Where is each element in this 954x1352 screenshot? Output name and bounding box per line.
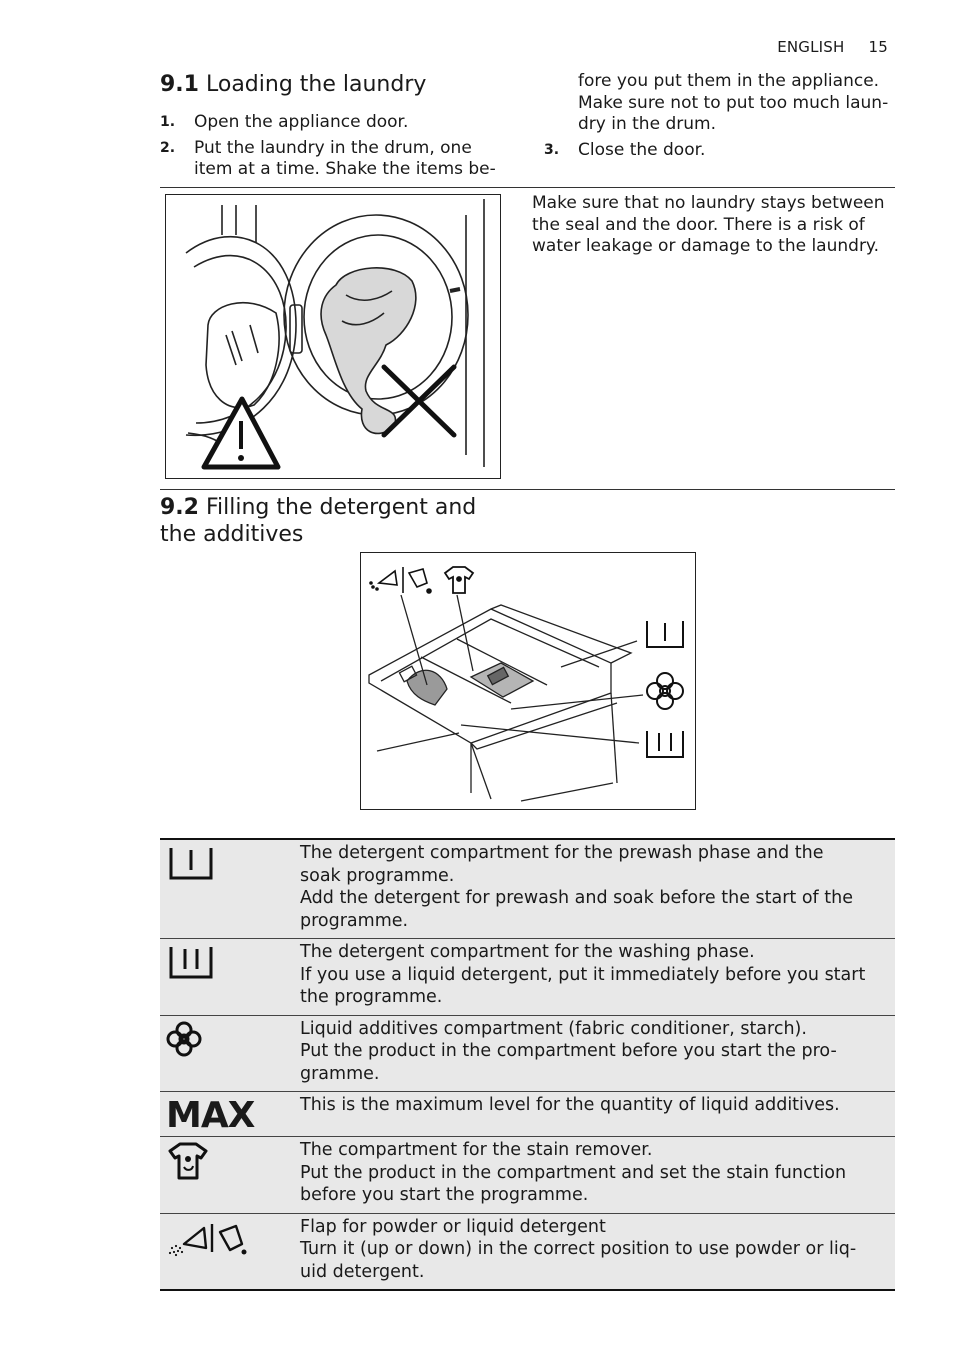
wash-compartment-icon: [166, 943, 216, 981]
flower-additive-icon: [166, 1020, 206, 1058]
detergent-drawer-illustration: [360, 552, 696, 810]
table-row: [160, 1092, 895, 1137]
legend-description: The detergent compartment for the washing phase. If you use a liquid detergent, put it immediately before you start the programme.: [290, 939, 895, 1016]
compartment-legend-table: [160, 838, 895, 1291]
step-1: 1. Open the appliance door.: [160, 112, 409, 132]
washer-door-drawing: [166, 195, 500, 478]
legend-description: Flap for powder or liquid detergent Turn it (up or down) in the correct position to use powder or liq- uid detergent.: [290, 1213, 895, 1290]
table-row: [160, 1213, 895, 1290]
legend-description: The compartment for the stain remover. Put the product in the compartment and set the stain function before you start the programme.: [290, 1137, 895, 1214]
language-label: ENGLISH: [777, 38, 845, 56]
page-number: 15: [868, 38, 888, 56]
door-warning-illustration: [165, 194, 501, 479]
step-2-continued: fore you put them in the appliance. Make sure not to put too much laun- dry in the drum.: [578, 71, 889, 134]
prewash-compartment-icon: [647, 621, 683, 647]
section-9-2-title: 9.2 Filling the detergent and the additives: [160, 495, 477, 547]
step-2: 2. Put the laundry in the drum, one item at a time. Shake the items be-: [160, 138, 496, 179]
legend-description: Liquid additives compartment (fabric conditioner, starch). Put the product in the compartment before you start the pro- gramme.: [290, 1015, 895, 1092]
stain-shirt-icon: [445, 567, 473, 593]
stain-shirt-icon: [166, 1141, 210, 1181]
table-row: [160, 1137, 895, 1214]
drawer-drawing: [361, 553, 695, 809]
cross-mark-icon: [384, 367, 454, 435]
legend-description: This is the maximum level for the quantity of liquid additives.: [290, 1092, 895, 1137]
section-9-1-title: 9.1 Loading the laundry: [160, 72, 427, 97]
divider: [160, 489, 895, 490]
table-row: [160, 839, 895, 939]
legend-description: The detergent compartment for the prewash phase and the soak programme. Add the detergent for prewash and soak before the start of the programme.: [290, 839, 895, 939]
table-row: [160, 939, 895, 1016]
table-row: [160, 1015, 895, 1092]
page-header: [777, 38, 888, 56]
step-3: 3. Close the door.: [544, 140, 706, 160]
powder-liquid-flap-icon: [166, 1218, 250, 1258]
flap-symbols-icon: [370, 567, 431, 593]
wash-compartment-icon: [647, 731, 683, 757]
note-text: Make sure that no laundry stays between the seal and the door. There is a risk of water leakage or damage to the laundry.: [532, 193, 885, 256]
prewash-compartment-icon: [166, 844, 216, 882]
divider: [160, 187, 895, 188]
flower-additive-icon: [647, 673, 683, 709]
max-level-label: MAX: [166, 1095, 255, 1136]
